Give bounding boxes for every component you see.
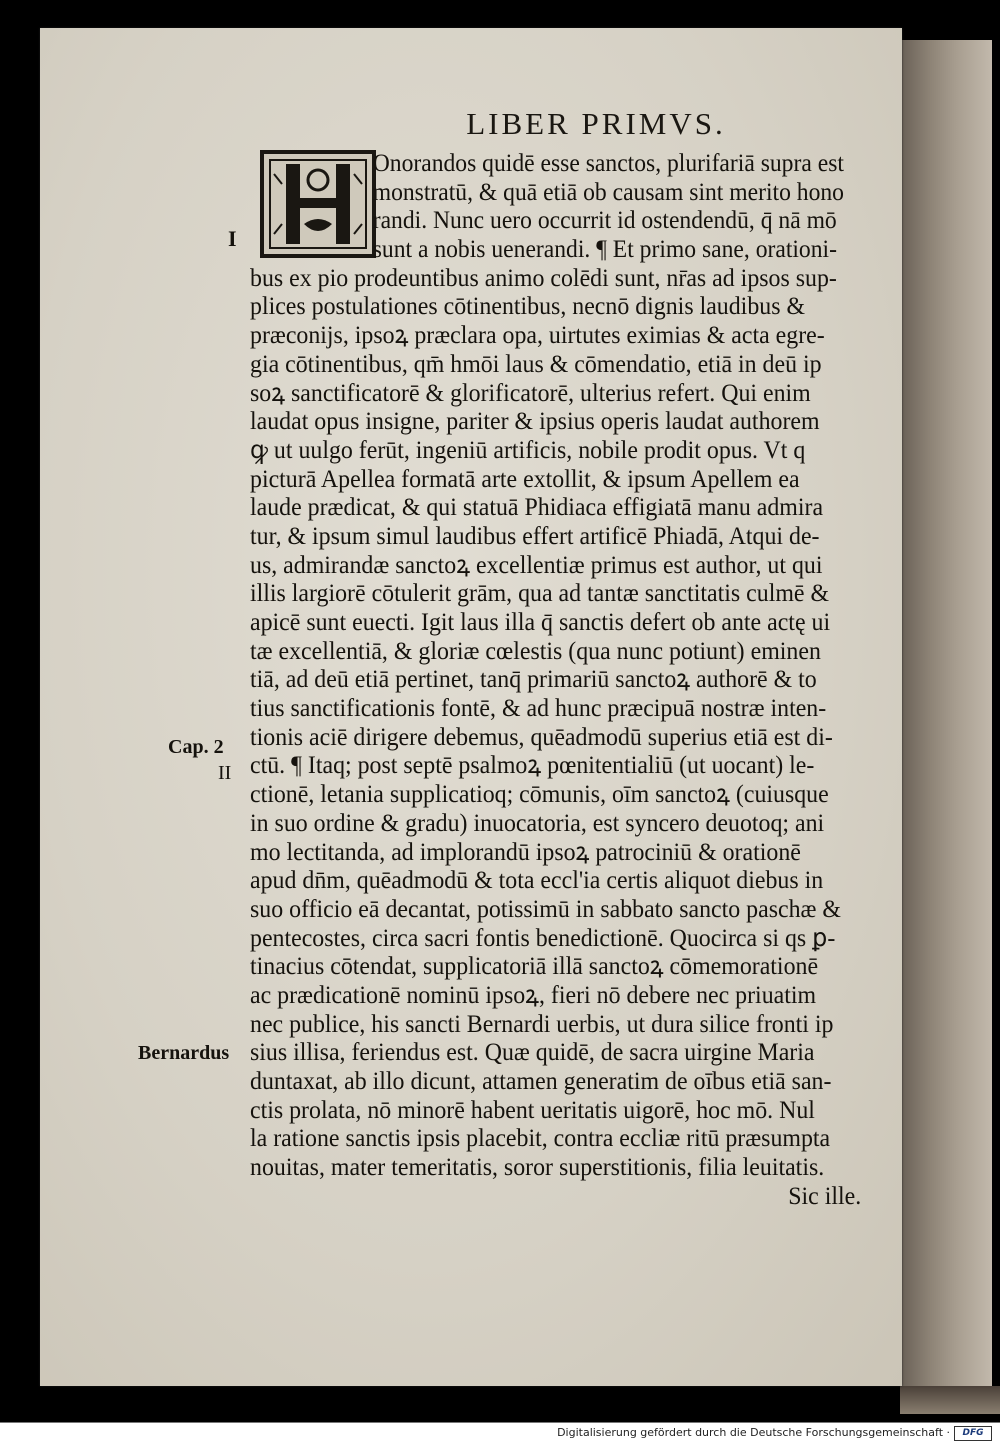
body-text — [250, 150, 920, 1211]
text-line: pentecostes, circa sacri fontis benedictionē. Quocirca si qs ꝑ- — [250, 924, 836, 952]
text-line: Sic ille. — [788, 1182, 862, 1210]
text-line: ꝙ ut uulgo ferūt, ingeniū artificis, nobile prodit opus. Vt q — [250, 436, 806, 464]
text-line: tionis aciē dirigere debemus, quēadmodū superius etiā est di- — [250, 723, 833, 751]
text-line: suo officio eā decantat, potissimū in sabbato sancto paschæ & — [250, 895, 842, 923]
margin-bernardus: Bernardus — [138, 1042, 230, 1064]
text-line: duntaxat, ab illo dicunt, attamen generatim de oībus etiā san- — [250, 1068, 832, 1095]
text-line: tur, & ipsum simul laudibus effert artificē Phiadā, Atqui de- — [250, 522, 820, 550]
book-page-edge-bottom — [900, 1386, 1000, 1414]
text-line: randi. Nunc uero occurrit id ostendendū, q̄ nā mō — [372, 207, 837, 235]
text-line: in suo ordine & gradu) inuocatoria, est syncero deuotoq; ani — [250, 809, 825, 837]
text-line: ctionē, letania supplicatioq; cōmunis, oīm sanctoꝝ (cuiusque — [250, 781, 829, 809]
margin-numeral-one: I — [228, 226, 237, 251]
text-line: apud dn̄m, quēadmodū & tota eccl'ia certis aliquot diebus in — [250, 867, 824, 895]
text-line: nec publice, his sancti Bernardi uerbis, ut dura silice fronti ip — [250, 1010, 834, 1038]
text-line: tiā, ad deū etiā pertinet, tanq̄ primariū sanctoꝝ authorē & to — [250, 666, 817, 694]
text-line: præconijs, ipsoꝝ præclara opa, uirtutes eximias & acta egre- — [250, 322, 825, 350]
text-line: la ratione sanctis ipsis placebit, contra eccliæ ritū præsumpta — [250, 1125, 831, 1153]
text-line: picturā Apellea formatā arte extollit, & ipsum Apellem ea — [250, 465, 800, 493]
margin-numeral-two: II — [218, 762, 232, 784]
running-title: LIBER PRIMVS. — [466, 106, 726, 141]
digitization-credit: Digitalisierung gefördert durch die Deutsche Forschungsgemeinschaft · — [557, 1426, 950, 1439]
text-line: soꝝ sanctificatorē & glorificatorē, ulterius refert. Qui enim — [250, 379, 811, 407]
text-line: sunt a nobis uenerandi. ¶ Et primo sane, orationi- — [372, 236, 837, 264]
text-line: nouitas, mater temeritatis, soror superstitionis, filia leuitatis. — [250, 1154, 825, 1182]
text-line: laude prædicat, & qui statuā Phidiaca effigiatā manu admira — [250, 494, 824, 522]
text-line: plices postulationes cōtinentibus, necnō dignis laudibus & — [250, 293, 806, 321]
text-line: Onorandos quidē esse sanctos, plurifariā supra est — [372, 150, 844, 177]
text-line: illis largiorē cōtulerit grām, qua ad tantæ sanctitatis culmē & — [250, 580, 830, 608]
text-line: apicē sunt euecti. Igit laus illa q̄ sanctis defert ob ante actę ui — [250, 609, 831, 636]
text-line: tius sanctificationis fontē, & ad hunc præcipuā nostræ inten- — [250, 695, 827, 723]
text-line: us, admirandæ sanctoꝝ excellentiæ primus est author, ut qui — [250, 551, 823, 579]
text-line: tinacius cōtendat, supplicatoriā illā sanctoꝝ cōmemorationē — [250, 953, 819, 981]
text-line: monstratū, & quā etiā ob causam sint merito hono — [372, 178, 844, 206]
text-line: sius illisa, feriendus est. Quæ quidē, de sacra uirgine Maria — [250, 1039, 815, 1067]
footer-bar — [0, 1422, 1000, 1445]
text-line: bus ex pio prodeuntibus animo colēdi sunt, nr̄as ad ipsos sup- — [250, 264, 837, 292]
text-line: ctis prolata, nō minorē habent ueritatis uigorē, hoc mō. Nul — [250, 1096, 815, 1124]
margin-cap-reference: Cap. 2 — [168, 736, 224, 758]
text-line: gia cōtinentibus, qm̄ hmōi laus & cōmendatio, etiā in deū ip — [250, 350, 822, 378]
text-line: mo lectitanda, ad implorandū ipsoꝝ patrociniū & orationē — [250, 838, 801, 866]
text-line: ac prædicationē nominū ipsoꝝ, fieri nō debere nec priuatim — [250, 981, 817, 1009]
text-line: laudat opus insigne, pariter & ipsius operis laudat authorem — [250, 408, 820, 436]
dfg-logo: DFG — [954, 1426, 992, 1441]
text-line: tæ excellentiā, & gloriæ cœlestis (qua nunc potiunt) eminen — [250, 637, 821, 665]
text-line: ctū. ¶ Itaq; post septē psalmoꝝ pœnitentialiū (ut uocant) le- — [250, 752, 815, 780]
